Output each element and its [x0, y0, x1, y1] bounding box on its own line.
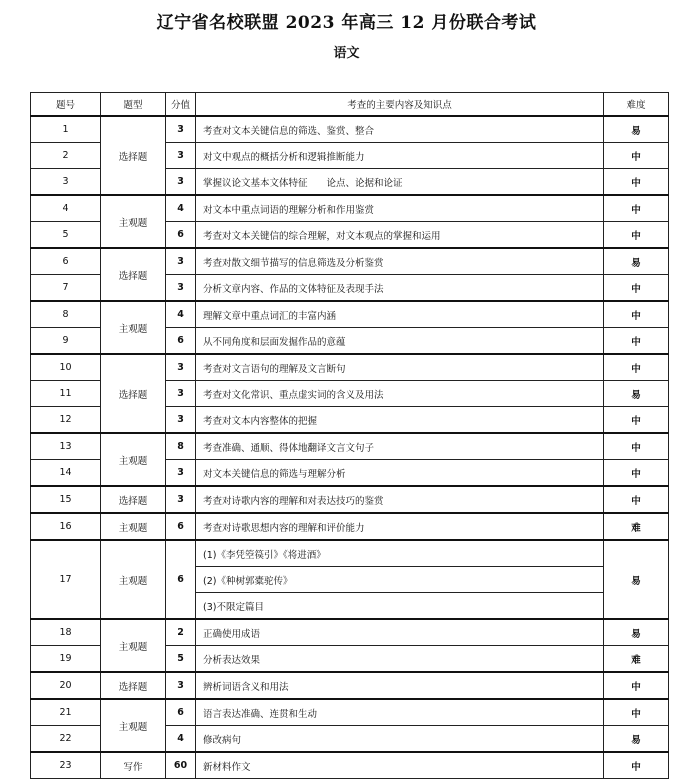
difficulty: 中: [604, 143, 669, 169]
difficulty: 易: [604, 540, 669, 619]
question-number: 18: [31, 619, 101, 646]
question-number: 8: [31, 301, 101, 328]
question-number: 1: [31, 116, 101, 143]
difficulty: 易: [604, 619, 669, 646]
difficulty: 中: [604, 169, 669, 196]
page-subtitle: 语文: [333, 46, 360, 61]
score: 3: [166, 248, 196, 275]
content: 考查对诗歌内容的理解和对表达技巧的鉴赏: [196, 486, 604, 513]
content: 辨析词语含义和用法: [196, 672, 604, 699]
score: 3: [166, 486, 196, 513]
difficulty: 中: [604, 195, 669, 222]
score: 3: [166, 672, 196, 699]
content: 考查对诗歌思想内容的理解和评价能力: [196, 513, 604, 540]
content: (2)《种树郭橐驼传》: [196, 567, 604, 593]
table-row: [31, 116, 669, 143]
header-cell: 题号: [31, 93, 101, 117]
question-number: 21: [31, 699, 101, 726]
question-number: 3: [31, 169, 101, 196]
content: 分析文章内容、作品的文体特征及表现手法: [196, 275, 604, 302]
content: 掌握议论文基本文体特征 论点、论据和论证: [196, 169, 604, 196]
page-title: 辽宁省名校联盟 2023 年高三 12 月份联合考试: [156, 13, 537, 33]
difficulty: 中: [604, 301, 669, 328]
content: 正确使用成语: [196, 619, 604, 646]
difficulty: 中: [604, 222, 669, 249]
header-cell: 考查的主要内容及知识点: [196, 93, 604, 117]
question-number: 10: [31, 354, 101, 381]
score: 6: [166, 540, 196, 619]
difficulty: 中: [604, 460, 669, 487]
difficulty: 中: [604, 433, 669, 460]
score: 6: [166, 328, 196, 355]
score: 3: [166, 354, 196, 381]
question-number: 6: [31, 248, 101, 275]
question-type: 主观题: [101, 619, 166, 672]
question-number: 19: [31, 646, 101, 673]
score: 6: [166, 513, 196, 540]
score: 3: [166, 169, 196, 196]
content: 考查对文言语句的理解及文言断句: [196, 354, 604, 381]
score: 3: [166, 143, 196, 169]
content: 从不同角度和层面发掘作品的意蕴: [196, 328, 604, 355]
score: 3: [166, 407, 196, 434]
question-type: 写作: [101, 752, 166, 779]
question-type: 主观题: [101, 540, 166, 619]
question-number: 15: [31, 486, 101, 513]
score: 4: [166, 195, 196, 222]
question-type: 选择题: [101, 672, 166, 699]
difficulty: 中: [604, 275, 669, 302]
table-row: [31, 433, 669, 460]
exam-table: [30, 92, 669, 779]
score: 5: [166, 646, 196, 673]
question-number: 17: [31, 540, 101, 619]
score: 3: [166, 381, 196, 407]
question-number: 16: [31, 513, 101, 540]
table-row: [31, 540, 669, 567]
table-row: [31, 513, 669, 540]
score: 4: [166, 301, 196, 328]
content: 新材料作文: [196, 752, 604, 779]
question-number: 12: [31, 407, 101, 434]
score: 3: [166, 275, 196, 302]
difficulty: 易: [604, 248, 669, 275]
score: 3: [166, 116, 196, 143]
content: (1)《李凭箜篌引》《将进酒》: [196, 540, 604, 567]
question-type: 主观题: [101, 301, 166, 354]
content: 修改病句: [196, 726, 604, 753]
difficulty: 难: [604, 513, 669, 540]
content: 考查对文本关键信的综合理解，对文本观点的掌握和运用: [196, 222, 604, 249]
difficulty: 中: [604, 752, 669, 779]
question-number: 22: [31, 726, 101, 753]
content: (3)不限定篇目: [196, 593, 604, 620]
difficulty: 中: [604, 407, 669, 434]
score: 6: [166, 699, 196, 726]
score: 60: [166, 752, 196, 779]
question-type: 主观题: [101, 195, 166, 248]
question-type: 主观题: [101, 513, 166, 540]
header-cell: 难度: [604, 93, 669, 117]
question-number: 13: [31, 433, 101, 460]
content: 考查对散文细节描写的信息筛选及分析鉴赏: [196, 248, 604, 275]
question-type: 选择题: [101, 486, 166, 513]
table-row: [31, 672, 669, 699]
table-row: [31, 301, 669, 328]
content: 对文中观点的概括分析和逻辑推断能力: [196, 143, 604, 169]
table-row: [31, 248, 669, 275]
difficulty: 中: [604, 672, 669, 699]
score: 3: [166, 460, 196, 487]
question-type: 选择题: [101, 354, 166, 433]
table-header-row: [31, 93, 669, 117]
table-row: [31, 752, 669, 779]
question-number: 2: [31, 143, 101, 169]
question-number: 4: [31, 195, 101, 222]
difficulty: 中: [604, 699, 669, 726]
difficulty: 中: [604, 486, 669, 513]
difficulty: 中: [604, 328, 669, 355]
content: 考查准确、通顺、得体地翻译文言文句子: [196, 433, 604, 460]
question-number: 23: [31, 752, 101, 779]
question-type: 选择题: [101, 248, 166, 301]
score: 4: [166, 726, 196, 753]
question-number: 20: [31, 672, 101, 699]
difficulty: 易: [604, 381, 669, 407]
table-row: [31, 195, 669, 222]
question-number: 11: [31, 381, 101, 407]
header-cell: 分值: [166, 93, 196, 117]
score: 2: [166, 619, 196, 646]
content: 语言表达准确、连贯和生动: [196, 699, 604, 726]
question-type: 主观题: [101, 433, 166, 486]
content: 分析表达效果: [196, 646, 604, 673]
content: 对文本关键信息的筛选与理解分析: [196, 460, 604, 487]
question-number: 14: [31, 460, 101, 487]
question-number: 5: [31, 222, 101, 249]
difficulty: 难: [604, 646, 669, 673]
content: 考查对文本内容整体的把握: [196, 407, 604, 434]
question-number: 9: [31, 328, 101, 355]
table-row: [31, 486, 669, 513]
table-row: [31, 354, 669, 381]
score: 8: [166, 433, 196, 460]
difficulty: 易: [604, 726, 669, 753]
table-row: [31, 619, 669, 646]
difficulty: 中: [604, 354, 669, 381]
content: 考查对文本关键信息的筛选、鉴赏、整合: [196, 116, 604, 143]
score: 6: [166, 222, 196, 249]
question-number: 7: [31, 275, 101, 302]
content: 理解文章中重点词汇的丰富内涵: [196, 301, 604, 328]
table-row: [31, 699, 669, 726]
question-type: 主观题: [101, 699, 166, 752]
content: 对文本中重点词语的理解分析和作用鉴赏: [196, 195, 604, 222]
difficulty: 易: [604, 116, 669, 143]
question-type: 选择题: [101, 116, 166, 195]
header-cell: 题型: [101, 93, 166, 117]
content: 考查对文化常识、重点虚实词的含义及用法: [196, 381, 604, 407]
